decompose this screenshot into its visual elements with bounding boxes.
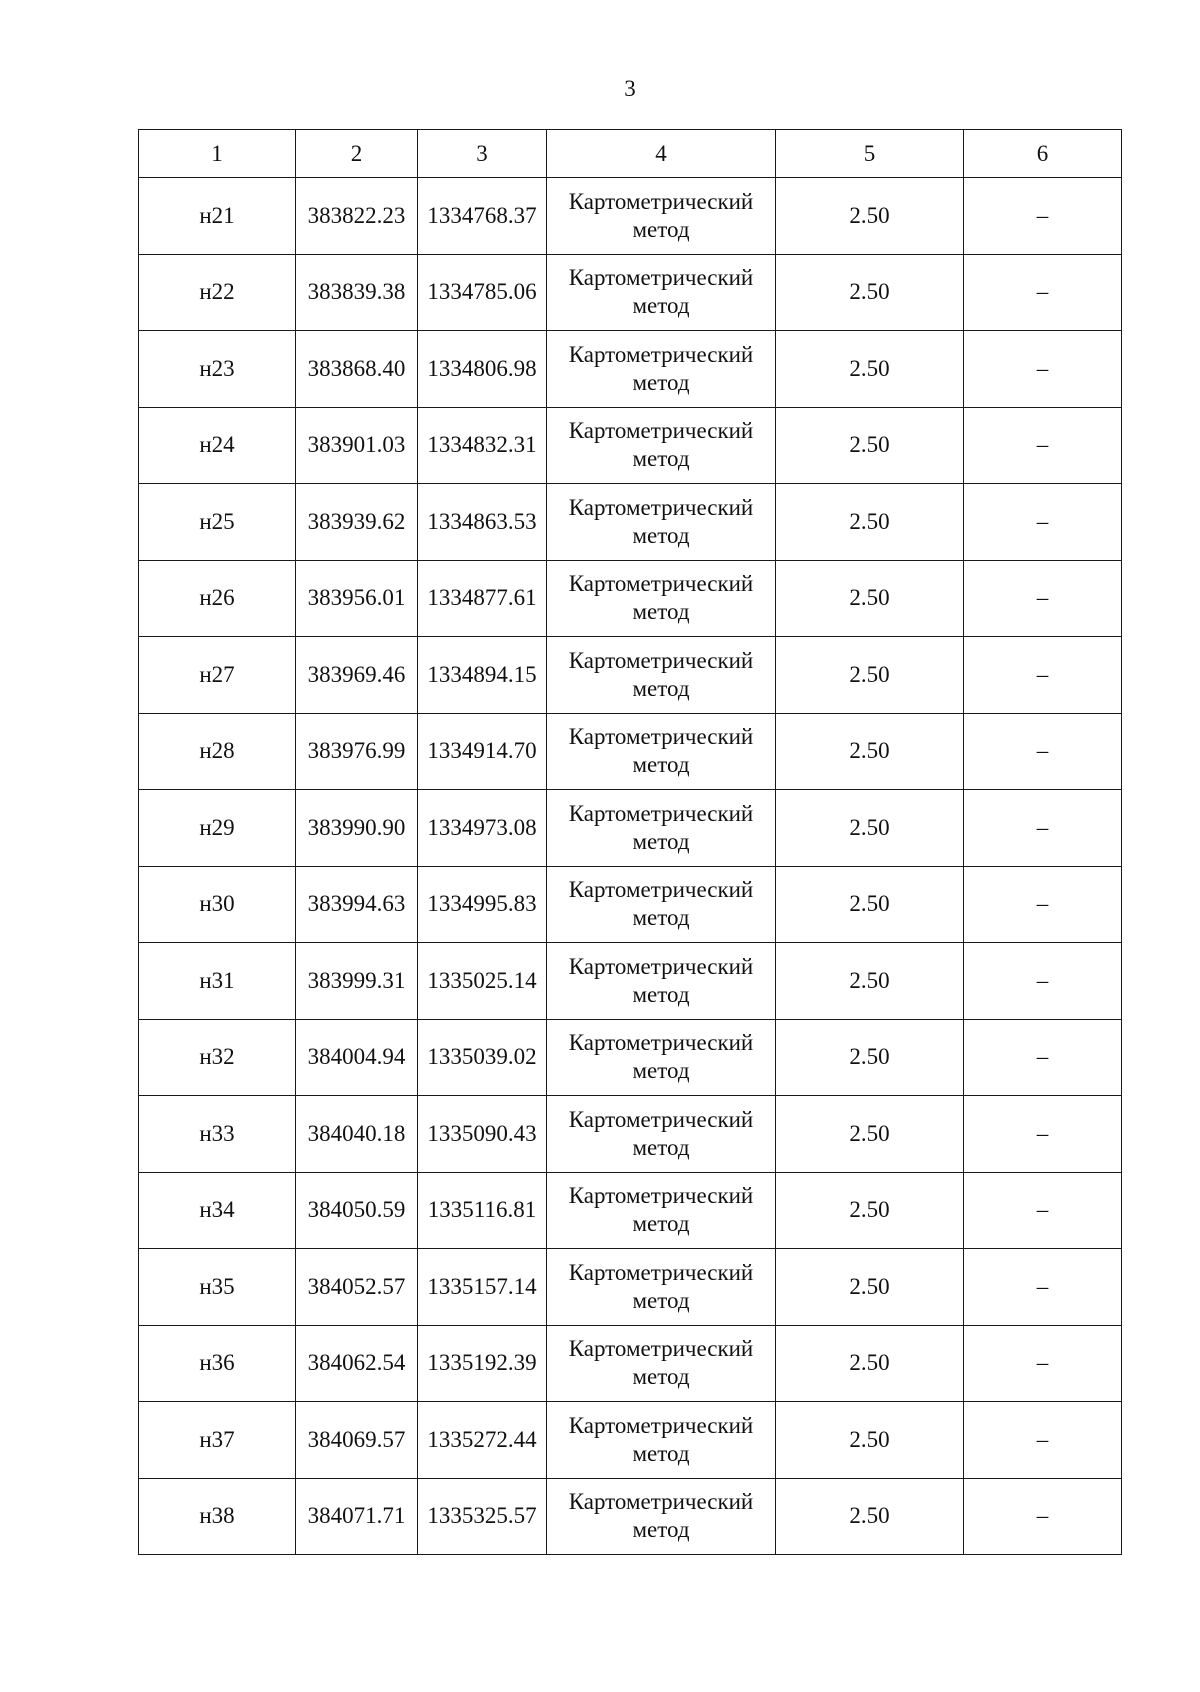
- note-cell: –: [964, 407, 1122, 484]
- method-cell: Картометрический метод: [547, 713, 776, 790]
- coord-y-cell: 1334863.53: [418, 484, 547, 561]
- table-row: [139, 484, 1122, 561]
- accuracy-cell: 2.50: [776, 866, 964, 943]
- accuracy-cell: 2.50: [776, 407, 964, 484]
- coord-y-cell: 1335025.14: [418, 943, 547, 1020]
- coord-y-cell: 1334973.08: [418, 790, 547, 867]
- table-body: [139, 130, 1122, 1555]
- coord-x-cell: 384050.59: [296, 1172, 418, 1249]
- table-row: [139, 1172, 1122, 1249]
- note-cell: –: [964, 943, 1122, 1020]
- method-cell: Картометрический метод: [547, 178, 776, 255]
- header-cell-4: 4: [547, 130, 776, 178]
- method-cell: Картометрический метод: [547, 866, 776, 943]
- accuracy-cell: 2.50: [776, 943, 964, 1020]
- coord-y-cell: 1335157.14: [418, 1249, 547, 1326]
- note-cell: –: [964, 713, 1122, 790]
- point-name-cell: н30: [139, 866, 296, 943]
- table-header-row: [139, 130, 1122, 178]
- table-row: [139, 1249, 1122, 1326]
- accuracy-cell: 2.50: [776, 1172, 964, 1249]
- point-name-cell: н34: [139, 1172, 296, 1249]
- point-name-cell: н25: [139, 484, 296, 561]
- table-row: [139, 560, 1122, 637]
- coord-x-cell: 384052.57: [296, 1249, 418, 1326]
- method-cell: Картометрический метод: [547, 407, 776, 484]
- method-cell: Картометрический метод: [547, 1402, 776, 1479]
- note-cell: –: [964, 866, 1122, 943]
- coord-x-cell: 383990.90: [296, 790, 418, 867]
- coord-x-cell: 383822.23: [296, 178, 418, 255]
- accuracy-cell: 2.50: [776, 1478, 964, 1555]
- note-cell: –: [964, 790, 1122, 867]
- method-cell: Картометрический метод: [547, 560, 776, 637]
- table-row: [139, 1402, 1122, 1479]
- table-row: [139, 790, 1122, 867]
- table-row: [139, 407, 1122, 484]
- method-cell: Картометрический метод: [547, 943, 776, 1020]
- point-name-cell: н28: [139, 713, 296, 790]
- method-cell: Картометрический метод: [547, 1172, 776, 1249]
- header-cell-5: 5: [776, 130, 964, 178]
- table-row: [139, 1325, 1122, 1402]
- header-cell-2: 2: [296, 130, 418, 178]
- table-row: [139, 713, 1122, 790]
- coord-x-cell: 383994.63: [296, 866, 418, 943]
- header-cell-3: 3: [418, 130, 547, 178]
- note-cell: –: [964, 331, 1122, 408]
- coord-y-cell: 1335272.44: [418, 1402, 547, 1479]
- coord-y-cell: 1334877.61: [418, 560, 547, 637]
- coord-x-cell: 383969.46: [296, 637, 418, 714]
- coord-y-cell: 1334914.70: [418, 713, 547, 790]
- coord-x-cell: 383839.38: [296, 254, 418, 331]
- coord-x-cell: 383956.01: [296, 560, 418, 637]
- coord-x-cell: 384069.57: [296, 1402, 418, 1479]
- table-row: [139, 943, 1122, 1020]
- accuracy-cell: 2.50: [776, 560, 964, 637]
- coord-y-cell: 1334768.37: [418, 178, 547, 255]
- note-cell: –: [964, 560, 1122, 637]
- method-cell: Картометрический метод: [547, 1325, 776, 1402]
- accuracy-cell: 2.50: [776, 1325, 964, 1402]
- point-name-cell: н35: [139, 1249, 296, 1326]
- note-cell: –: [964, 1172, 1122, 1249]
- method-cell: Картометрический метод: [547, 254, 776, 331]
- header-cell-6: 6: [964, 130, 1122, 178]
- coord-x-cell: 383976.99: [296, 713, 418, 790]
- point-name-cell: н36: [139, 1325, 296, 1402]
- point-name-cell: н21: [139, 178, 296, 255]
- method-cell: Картометрический метод: [547, 1478, 776, 1555]
- method-cell: Картометрический метод: [547, 1249, 776, 1326]
- table-row: [139, 1096, 1122, 1173]
- accuracy-cell: 2.50: [776, 484, 964, 561]
- method-cell: Картометрический метод: [547, 1096, 776, 1173]
- note-cell: –: [964, 254, 1122, 331]
- page-number: 3: [624, 76, 636, 101]
- method-cell: Картометрический метод: [547, 790, 776, 867]
- table-row: [139, 1478, 1122, 1555]
- accuracy-cell: 2.50: [776, 254, 964, 331]
- note-cell: –: [964, 1325, 1122, 1402]
- note-cell: –: [964, 1019, 1122, 1096]
- coord-x-cell: 383939.62: [296, 484, 418, 561]
- coord-y-cell: 1334995.83: [418, 866, 547, 943]
- coord-x-cell: 383868.40: [296, 331, 418, 408]
- coord-x-cell: 384071.71: [296, 1478, 418, 1555]
- coord-x-cell: 384040.18: [296, 1096, 418, 1173]
- point-name-cell: н31: [139, 943, 296, 1020]
- note-cell: –: [964, 1478, 1122, 1555]
- accuracy-cell: 2.50: [776, 178, 964, 255]
- point-name-cell: н29: [139, 790, 296, 867]
- coord-y-cell: 1335192.39: [418, 1325, 547, 1402]
- accuracy-cell: 2.50: [776, 1249, 964, 1326]
- coord-y-cell: 1334785.06: [418, 254, 547, 331]
- coord-y-cell: 1335325.57: [418, 1478, 547, 1555]
- accuracy-cell: 2.50: [776, 1402, 964, 1479]
- note-cell: –: [964, 1249, 1122, 1326]
- note-cell: –: [964, 1096, 1122, 1173]
- point-name-cell: н37: [139, 1402, 296, 1479]
- point-name-cell: н27: [139, 637, 296, 714]
- accuracy-cell: 2.50: [776, 1019, 964, 1096]
- method-cell: Картометрический метод: [547, 331, 776, 408]
- coord-y-cell: 1334894.15: [418, 637, 547, 714]
- table-row: [139, 866, 1122, 943]
- point-name-cell: н24: [139, 407, 296, 484]
- table-row: [139, 331, 1122, 408]
- accuracy-cell: 2.50: [776, 331, 964, 408]
- accuracy-cell: 2.50: [776, 637, 964, 714]
- coord-y-cell: 1335116.81: [418, 1172, 547, 1249]
- point-name-cell: н33: [139, 1096, 296, 1173]
- note-cell: –: [964, 637, 1122, 714]
- method-cell: Картометрический метод: [547, 1019, 776, 1096]
- note-cell: –: [964, 1402, 1122, 1479]
- accuracy-cell: 2.50: [776, 713, 964, 790]
- table-row: [139, 254, 1122, 331]
- coord-x-cell: 383901.03: [296, 407, 418, 484]
- accuracy-cell: 2.50: [776, 1096, 964, 1173]
- method-cell: Картометрический метод: [547, 484, 776, 561]
- coord-x-cell: 383999.31: [296, 943, 418, 1020]
- point-name-cell: н38: [139, 1478, 296, 1555]
- coord-x-cell: 384004.94: [296, 1019, 418, 1096]
- table-row: [139, 1019, 1122, 1096]
- point-name-cell: н22: [139, 254, 296, 331]
- method-cell: Картометрический метод: [547, 637, 776, 714]
- note-cell: –: [964, 178, 1122, 255]
- table-row: [139, 637, 1122, 714]
- note-cell: –: [964, 484, 1122, 561]
- coord-x-cell: 384062.54: [296, 1325, 418, 1402]
- header-cell-1: 1: [139, 130, 296, 178]
- coord-y-cell: 1335039.02: [418, 1019, 547, 1096]
- coord-y-cell: 1335090.43: [418, 1096, 547, 1173]
- accuracy-cell: 2.50: [776, 790, 964, 867]
- point-name-cell: н23: [139, 331, 296, 408]
- coord-y-cell: 1334832.31: [418, 407, 547, 484]
- point-name-cell: н32: [139, 1019, 296, 1096]
- table-row: [139, 178, 1122, 255]
- point-name-cell: н26: [139, 560, 296, 637]
- coordinates-table: [138, 129, 1122, 1555]
- coord-y-cell: 1334806.98: [418, 331, 547, 408]
